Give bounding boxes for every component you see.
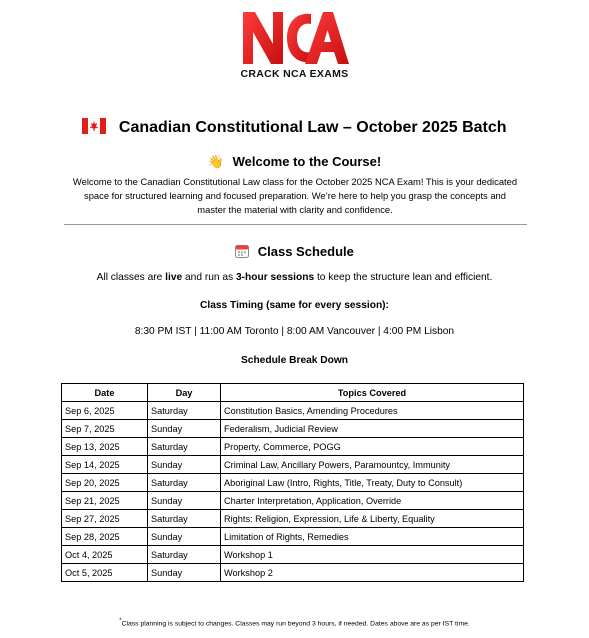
class-timing-value: 8:30 PM IST | 11:00 AM Toronto | 8:00 AM Vancouver | 4:00 PM Lisbon	[134, 326, 455, 337]
topics-cell: Aboriginal Law (Intro, Rights, Title, Treaty, Duty to Consult)	[221, 474, 524, 492]
divider	[64, 224, 527, 225]
brand-logo	[0, 8, 589, 80]
topics-cell: Constitution Basics, Amending Procedures	[221, 402, 524, 420]
welcome-paragraph: Welcome to the Canadian Constitutional Law class for the October 2025 NCA Exam! This is your dedicated space for structured learning and focused preparation. We’re here to help you grasp the concepts and master the material with clarity and confidence.	[72, 176, 518, 215]
table-row	[62, 474, 524, 492]
day-cell: Saturday	[148, 438, 221, 456]
date-cell: Sep 21, 2025	[62, 492, 148, 510]
date-cell: Oct 5, 2025	[62, 564, 148, 582]
column-header-day: Day	[148, 384, 221, 402]
nca-logo-mark	[239, 8, 351, 66]
table-row	[62, 492, 524, 510]
topics-cell: Limitation of Rights, Remedies	[221, 528, 524, 546]
brand-logo-text: CRACK NCA EXAMS	[240, 68, 349, 80]
day-cell: Sunday	[148, 492, 221, 510]
day-cell: Saturday	[148, 546, 221, 564]
date-cell: Sep 7, 2025	[62, 420, 148, 438]
table-row	[62, 402, 524, 420]
footnote-text: Class planning is subject to changes. Classes may run beyond 3 hours, if needed. Dates above are as per IST time.	[121, 620, 470, 628]
page-title-text: Canadian Constitutional Law – October 2025 Batch	[118, 119, 507, 136]
schedule-table	[61, 383, 524, 582]
topics-cell: Criminal Law, Ancillary Powers, Paramountcy, Immunity	[221, 456, 524, 474]
schedule-intro-part: All classes are	[96, 272, 166, 283]
day-cell: Saturday	[148, 510, 221, 528]
calendar-icon	[235, 244, 249, 258]
date-cell: Sep 27, 2025	[62, 510, 148, 528]
footnote	[0, 618, 589, 627]
table-row	[62, 546, 524, 564]
schedule-heading-text: Class Schedule	[257, 244, 354, 259]
waving-hand-icon: 👋	[207, 154, 224, 169]
column-header-topics: Topics Covered	[221, 384, 524, 402]
table-row	[62, 438, 524, 456]
welcome-heading	[0, 154, 589, 170]
table-row	[62, 456, 524, 474]
canada-flag-icon	[82, 118, 106, 134]
day-cell: Sunday	[148, 528, 221, 546]
table-row	[62, 528, 524, 546]
topics-cell: Workshop 2	[221, 564, 524, 582]
date-cell: Sep 6, 2025	[62, 402, 148, 420]
topics-cell: Property, Commerce, POGG	[221, 438, 524, 456]
schedule-breakdown-heading: Schedule Break Down	[241, 355, 348, 366]
schedule-intro-part: and run as	[182, 272, 236, 283]
table-row	[62, 420, 524, 438]
date-cell: Sep 20, 2025	[62, 474, 148, 492]
day-cell: Saturday	[148, 474, 221, 492]
page-title	[0, 118, 589, 137]
day-cell: Sunday	[148, 564, 221, 582]
column-header-date: Date	[62, 384, 148, 402]
date-cell: Oct 4, 2025	[62, 546, 148, 564]
class-timing-heading: Class Timing (same for every session):	[200, 300, 389, 311]
schedule-heading	[0, 244, 589, 259]
topics-cell: Federalism, Judicial Review	[221, 420, 524, 438]
table-row	[62, 510, 524, 528]
date-cell: Sep 14, 2025	[62, 456, 148, 474]
date-cell: Sep 13, 2025	[62, 438, 148, 456]
topics-cell: Rights: Religion, Expression, Life & Liberty, Equality	[221, 510, 524, 528]
table-row	[62, 564, 524, 582]
table-header-row	[62, 384, 524, 402]
topics-cell: Workshop 1	[221, 546, 524, 564]
schedule-intro	[0, 272, 589, 283]
footnote-mark: *	[119, 618, 122, 624]
topics-cell: Charter Interpretation, Application, Override	[221, 492, 524, 510]
schedule-intro-sessions: 3-hour sessions	[235, 272, 315, 283]
day-cell: Saturday	[148, 402, 221, 420]
day-cell: Sunday	[148, 420, 221, 438]
welcome-heading-text: Welcome to the Course!	[232, 154, 382, 169]
schedule-intro-part: to keep the structure lean and efficient.	[314, 272, 493, 283]
schedule-intro-live: live	[165, 272, 183, 283]
day-cell: Sunday	[148, 456, 221, 474]
date-cell: Sep 28, 2025	[62, 528, 148, 546]
